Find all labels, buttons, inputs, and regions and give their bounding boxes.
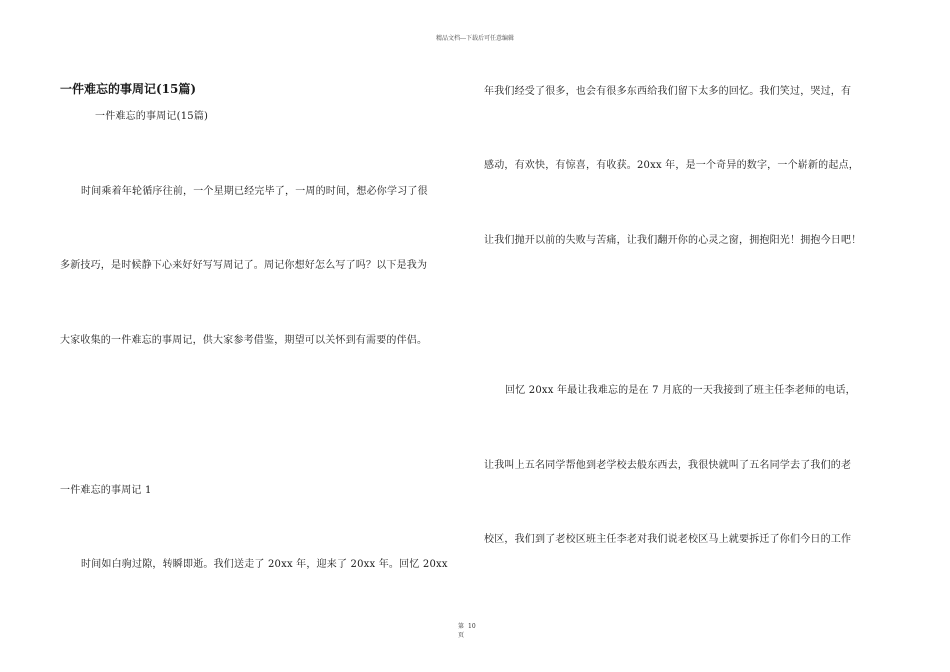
page-number: 10 — [468, 623, 476, 630]
paragraph-line: 让我叫上五名同学帮他到老学校去般东西去，我很快就叫了五名同学去了我们的老 — [484, 460, 852, 471]
section-heading: 一件难忘的事周记 1 — [60, 485, 152, 496]
paragraph-line: 大家收集的一件难忘的事周记，供大家参考借鉴，期望可以关怀到有需要的伴侣。 — [60, 335, 428, 346]
page-header: 精品文档---下载后可任意编辑 — [435, 35, 515, 42]
paragraph-line: 时间如白驹过隙，转瞬即逝。我们送走了 20xx 年，迎来了 20xx 年。回忆 20xx — [81, 559, 448, 570]
page-label-bottom: 页 — [458, 632, 465, 639]
paragraph-line: 感动，有欢快，有惊喜，有收获。20xx 年，是一个奇异的数字，一个崭新的起点， — [484, 160, 859, 171]
document-title: 一件难忘的事周记(15篇) — [60, 82, 197, 96]
document-subtitle: 一件难忘的事周记(15篇) — [95, 111, 209, 122]
paragraph-line: 时间乘着年轮循序往前，一个星期已经完毕了，一周的时间，想必你学习了很 — [81, 186, 428, 197]
paragraph-line: 回忆 20xx 年最让我难忘的是在 7 月底的一天我接到了班主任李老师的电话， — [505, 385, 856, 396]
paragraph-line: 让我们抛开以前的失败与苦痛，让我们翻开你的心灵之窗，拥抱阳光！拥抱今日吧！ — [484, 235, 862, 246]
paragraph-line: 校区，我们到了老校区班主任李老对我们说老校区马上就要拆迁了你们今日的工作 — [484, 534, 852, 545]
paragraph-line: 多新技巧，是时候静下心来好好写写周记了。周记你想好怎么写了吗？以下是我为 — [60, 260, 428, 271]
page-footer — [458, 622, 476, 640]
paragraph-line: 年我们经受了很多，也会有很多东西给我们留下太多的回忆。我们笑过，哭过，有 — [484, 86, 852, 97]
page-label-top: 第 — [458, 623, 465, 630]
